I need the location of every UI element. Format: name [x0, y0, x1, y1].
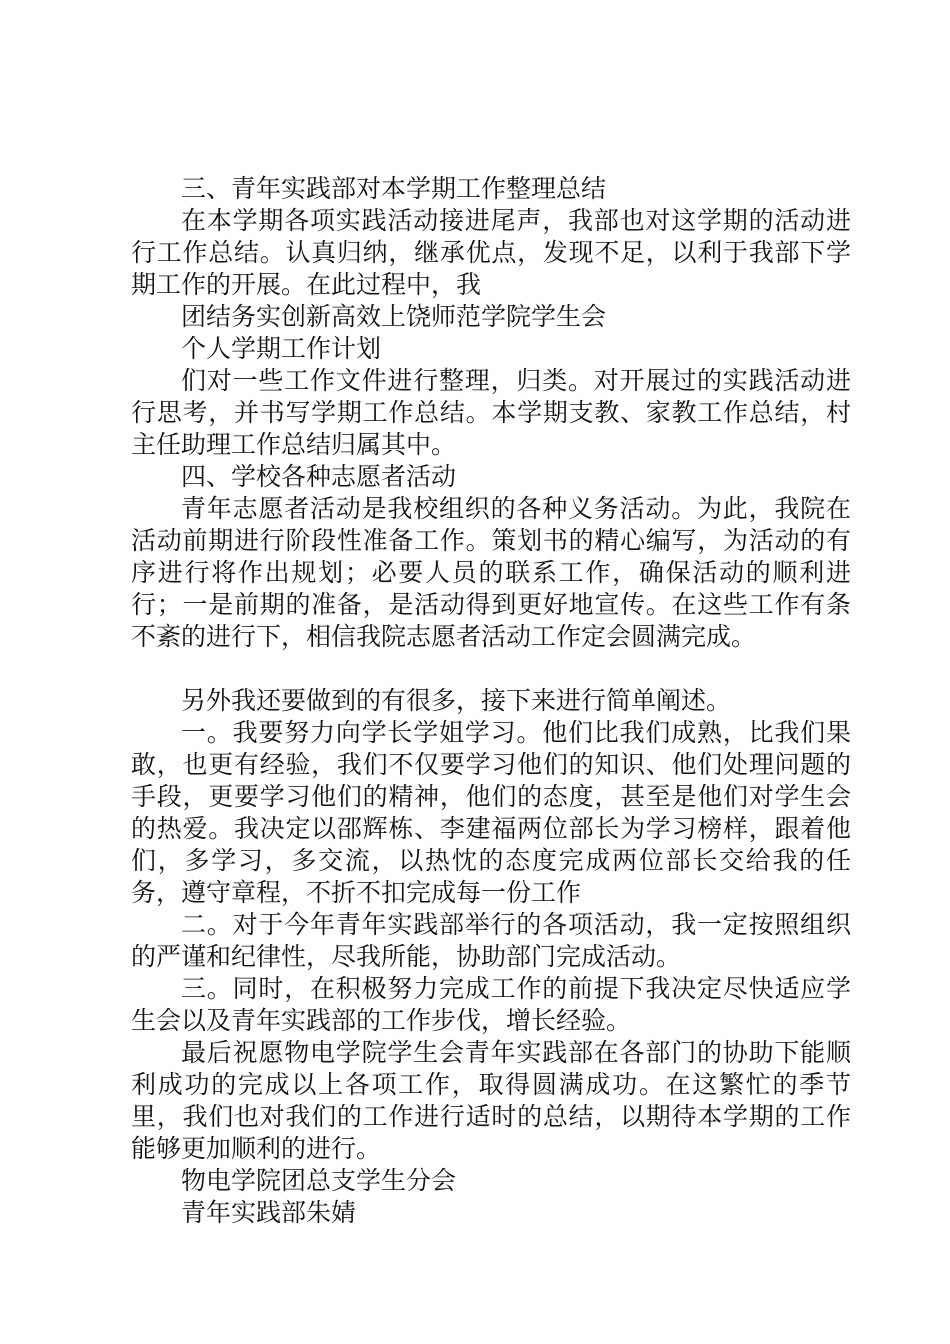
paragraph-point-3: 三。同时，在积极努力完成工作的前提下我决定尽快适应学生会以及青年实践部的工作步伐，增长经验。 [131, 974, 851, 1035]
paragraph-summary-continued: 们对一些工作文件进行整理，归类。对开展过的实践活动进行思考，并书写学期工作总结。本学期支教、家教工作总结，村主任助理工作总结归属其中。 [131, 366, 851, 459]
paragraph-gap [131, 653, 851, 685]
document-body [131, 173, 851, 1229]
paragraph-plan-title: 个人学期工作计划 [181, 334, 382, 363]
section-heading-3: 三、青年实践部对本学期工作整理总结 [181, 174, 607, 203]
signature-author: 青年实践部朱婧 [181, 1198, 357, 1227]
signature-organization: 物电学院团总支学生分会 [181, 1166, 457, 1195]
section-heading-4: 四、学校各种志愿者活动 [181, 462, 457, 491]
paragraph-closing: 最后祝愿物电学院学生会青年实践部在各部门的协助下能顺利成功的完成以上各项工作，取得圆满成功。在这繁忙的季节里，我们也对我们的工作进行适时的总结，以期待本学期的工作能够更加顺利的进行。 [131, 1038, 851, 1163]
paragraph-intro: 另外我还要做到的有很多，接下来进行简单阐述。 [181, 686, 732, 715]
paragraph-volunteer: 青年志愿者活动是我校组织的各种义务活动。为此，我院在活动前期进行阶段性准备工作。策划书的精心编写，为活动的有序进行将作出规划；必要人员的联系工作，确保活动的顺利进行；一是前期的准备，是活动得到更好地宣传。在这些工作有条不紊的进行下，相信我院志愿者活动工作定会圆满完成。 [131, 494, 851, 651]
paragraph-motto: 团结务实创新高效上饶师范学院学生会 [181, 302, 607, 331]
paragraph-point-1: 一。我要努力向学长学姐学习。他们比我们成熟，比我们果敢，也更有经验，我们不仅要学习他们的知识、他们处理问题的手段，更要学习他们的精神，他们的态度，甚至是他们对学生会的热爱。我决定以邵辉栋、李建福两位部长为学习榜样，跟着他们，多学习，多交流，以热忱的态度完成两位部长交给我的任务，遵守章程，不折不扣完成每一份工作 [131, 718, 851, 907]
paragraph-summary: 在本学期各项实践活动接进尾声，我部也对这学期的活动进行工作总结。认真归纳，继承优点，发现不足，以利于我部下学期工作的开展。在此过程中，我 [131, 206, 851, 299]
paragraph-point-2: 二。对于今年青年实践部举行的各项活动，我一定按照组织的严谨和纪律性，尽我所能，协助部门完成活动。 [131, 910, 851, 971]
